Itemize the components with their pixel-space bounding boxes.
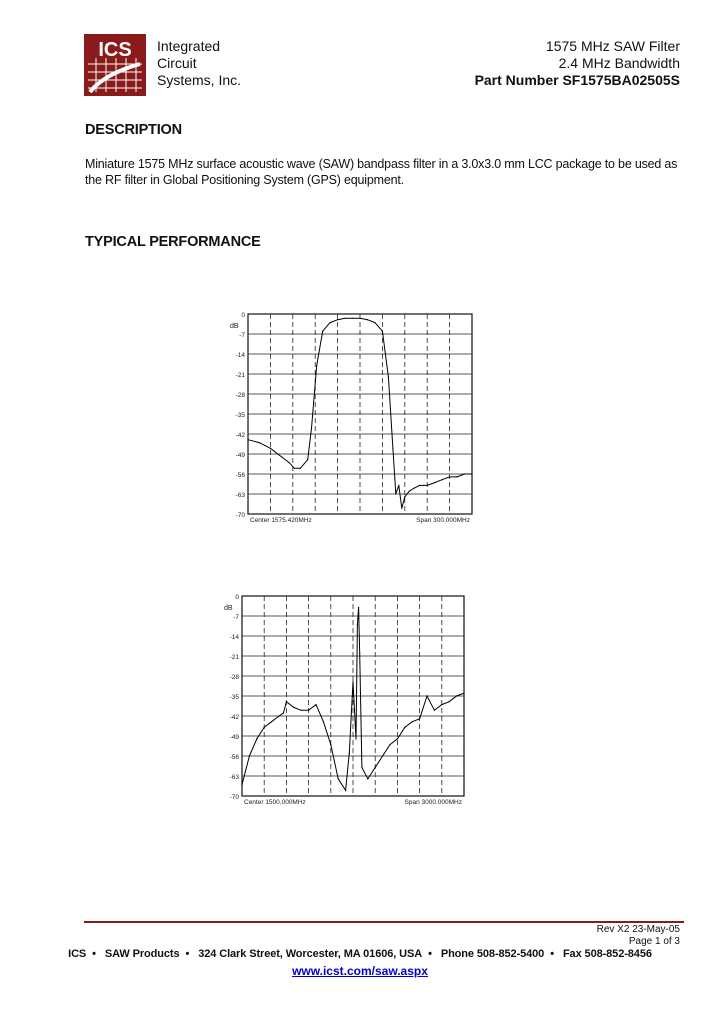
- y-tick-label: -49: [229, 734, 239, 741]
- data-point: [404, 496, 405, 497]
- data-point: [352, 318, 353, 319]
- y-tick-label: -42: [235, 432, 245, 439]
- data-point: [382, 755, 383, 756]
- data-point: [247, 439, 248, 440]
- product-title-block: [475, 38, 680, 89]
- y-tick-label: -14: [229, 634, 239, 641]
- data-point: [256, 738, 257, 739]
- data-point: [259, 442, 260, 443]
- data-point: [330, 322, 331, 323]
- data-point: [345, 790, 346, 791]
- data-point: [316, 365, 317, 366]
- y-tick-label: -28: [235, 392, 245, 399]
- data-point: [361, 767, 362, 768]
- data-point: [271, 721, 272, 722]
- data-point: [349, 753, 350, 754]
- data-point: [367, 778, 368, 779]
- data-point: [338, 778, 339, 779]
- data-point: [357, 624, 358, 625]
- data-point: [315, 704, 316, 705]
- website-link[interactable]: www.icst.com/saw.aspx: [292, 964, 428, 978]
- data-point: [412, 721, 413, 722]
- y-tick-label: -21: [235, 372, 245, 379]
- data-point: [401, 508, 402, 509]
- y-axis-label: dB: [224, 605, 233, 612]
- data-point: [419, 718, 420, 719]
- data-point: [270, 448, 271, 449]
- company-line: Circuit: [157, 55, 197, 71]
- data-point: [434, 710, 435, 711]
- y-tick-label: -35: [229, 694, 239, 701]
- data-point: [323, 721, 324, 722]
- data-point: [249, 755, 250, 756]
- footer-contact: ICS • SAW Products • 324 Clark Street, Worcester, MA 01606, USA • Phone 508-852-5400 • Fax 508-852-8456: [68, 948, 652, 960]
- data-point: [301, 710, 302, 711]
- data-point: [389, 744, 390, 745]
- data-point: [398, 485, 399, 486]
- y-axis-label: dB: [230, 323, 239, 330]
- y-tick-label: -56: [229, 754, 239, 761]
- footer-company: ICS: [68, 948, 87, 960]
- y-tick-label: -7: [239, 332, 245, 339]
- product-title: 1575 MHz SAW Filter: [545, 38, 680, 54]
- data-point: [449, 701, 450, 702]
- data-point: [397, 738, 398, 739]
- span-label: Span 300.000MHz: [416, 517, 470, 524]
- description-text: Miniature 1575 MHz surface acoustic wave (SAW) bandpass filter in a 3.0x3.0 mm LCC package to be used as the RF filter in Global Positioning System (GPS) equipment.: [85, 157, 678, 187]
- data-point: [434, 482, 435, 483]
- data-point: [456, 695, 457, 696]
- data-point: [337, 319, 338, 320]
- data-point: [367, 319, 368, 320]
- data-point: [427, 485, 428, 486]
- center-frequency-label: Center 1500.000MHz: [244, 799, 306, 806]
- data-point: [294, 468, 295, 469]
- performance-heading: TYPICAL PERFORMANCE: [85, 234, 261, 250]
- data-point: [392, 448, 393, 449]
- data-point: [441, 704, 442, 705]
- data-point: [293, 707, 294, 708]
- data-point: [413, 488, 414, 489]
- y-tick-label: 0: [241, 312, 245, 319]
- revision: Rev X2 23-May-05: [596, 924, 680, 935]
- logo-text: ICS: [98, 39, 132, 61]
- data-point: [419, 485, 420, 486]
- y-tick-label: -28: [229, 674, 239, 681]
- data-point: [300, 468, 301, 469]
- footer-fax: Fax 508-852-8456: [562, 948, 652, 960]
- page-number: Page 1 of 3: [628, 936, 680, 947]
- data-point: [311, 428, 312, 429]
- center-frequency-label: Center 1575.420MHz: [250, 517, 312, 524]
- data-point: [278, 715, 279, 716]
- data-point: [283, 713, 284, 714]
- company-name: [157, 38, 241, 89]
- data-point: [345, 318, 346, 319]
- data-point: [449, 476, 450, 477]
- data-point: [322, 331, 323, 332]
- footer-phone: Phone 508-852-5400: [440, 948, 545, 960]
- data-point: [388, 376, 389, 377]
- data-point: [375, 767, 376, 768]
- footer-divider: [84, 921, 684, 923]
- data-point: [355, 738, 356, 739]
- data-point: [464, 473, 465, 474]
- data-point: [463, 693, 464, 694]
- span-label: Span 3000.000MHz: [404, 799, 462, 806]
- y-tick-label: -56: [235, 472, 245, 479]
- data-point: [286, 701, 287, 702]
- y-tick-label: -35: [235, 412, 245, 419]
- y-tick-label: -14: [235, 352, 245, 359]
- data-point: [382, 331, 383, 332]
- data-point: [241, 784, 242, 785]
- data-point: [404, 727, 405, 728]
- wideband-response-chart: [222, 586, 472, 810]
- data-point: [264, 727, 265, 728]
- y-tick-label: -42: [229, 714, 239, 721]
- data-point: [395, 493, 396, 494]
- revision-info: [597, 924, 680, 948]
- data-point: [330, 744, 331, 745]
- data-point: [374, 322, 375, 323]
- y-tick-label: -70: [235, 512, 245, 519]
- data-point: [359, 653, 360, 654]
- y-tick-label: -49: [235, 452, 245, 459]
- description-heading: DESCRIPTION: [85, 122, 182, 138]
- data-point: [308, 710, 309, 711]
- data-point: [358, 607, 359, 608]
- response-trace: [242, 607, 464, 790]
- company-line: Systems, Inc.: [157, 72, 242, 88]
- footer-address: 324 Clark Street, Worcester, MA 01606, USA: [198, 948, 423, 960]
- data-point: [289, 462, 290, 463]
- y-tick-label: -21: [229, 654, 239, 661]
- company-line: Integrated: [157, 38, 221, 54]
- ics-logo: [84, 34, 146, 96]
- data-point: [442, 479, 443, 480]
- y-tick-label: 0: [235, 594, 239, 601]
- part-number: Part Number SF1575BA02505S: [474, 72, 680, 88]
- data-point: [307, 459, 308, 460]
- y-tick-label: -70: [229, 794, 239, 801]
- data-point: [281, 456, 282, 457]
- product-bandwidth: 2.4 MHz Bandwidth: [558, 55, 680, 71]
- data-point: [471, 473, 472, 474]
- passband-response-chart: [228, 304, 478, 524]
- y-tick-label: -63: [229, 774, 239, 781]
- data-point: [426, 695, 427, 696]
- y-tick-label: -63: [235, 492, 245, 499]
- data-point: [352, 681, 353, 682]
- y-tick-label: -7: [233, 614, 239, 621]
- data-point: [359, 318, 360, 319]
- footer-division: SAW Products: [104, 948, 180, 960]
- data-point: [457, 476, 458, 477]
- data-point: [409, 491, 410, 492]
